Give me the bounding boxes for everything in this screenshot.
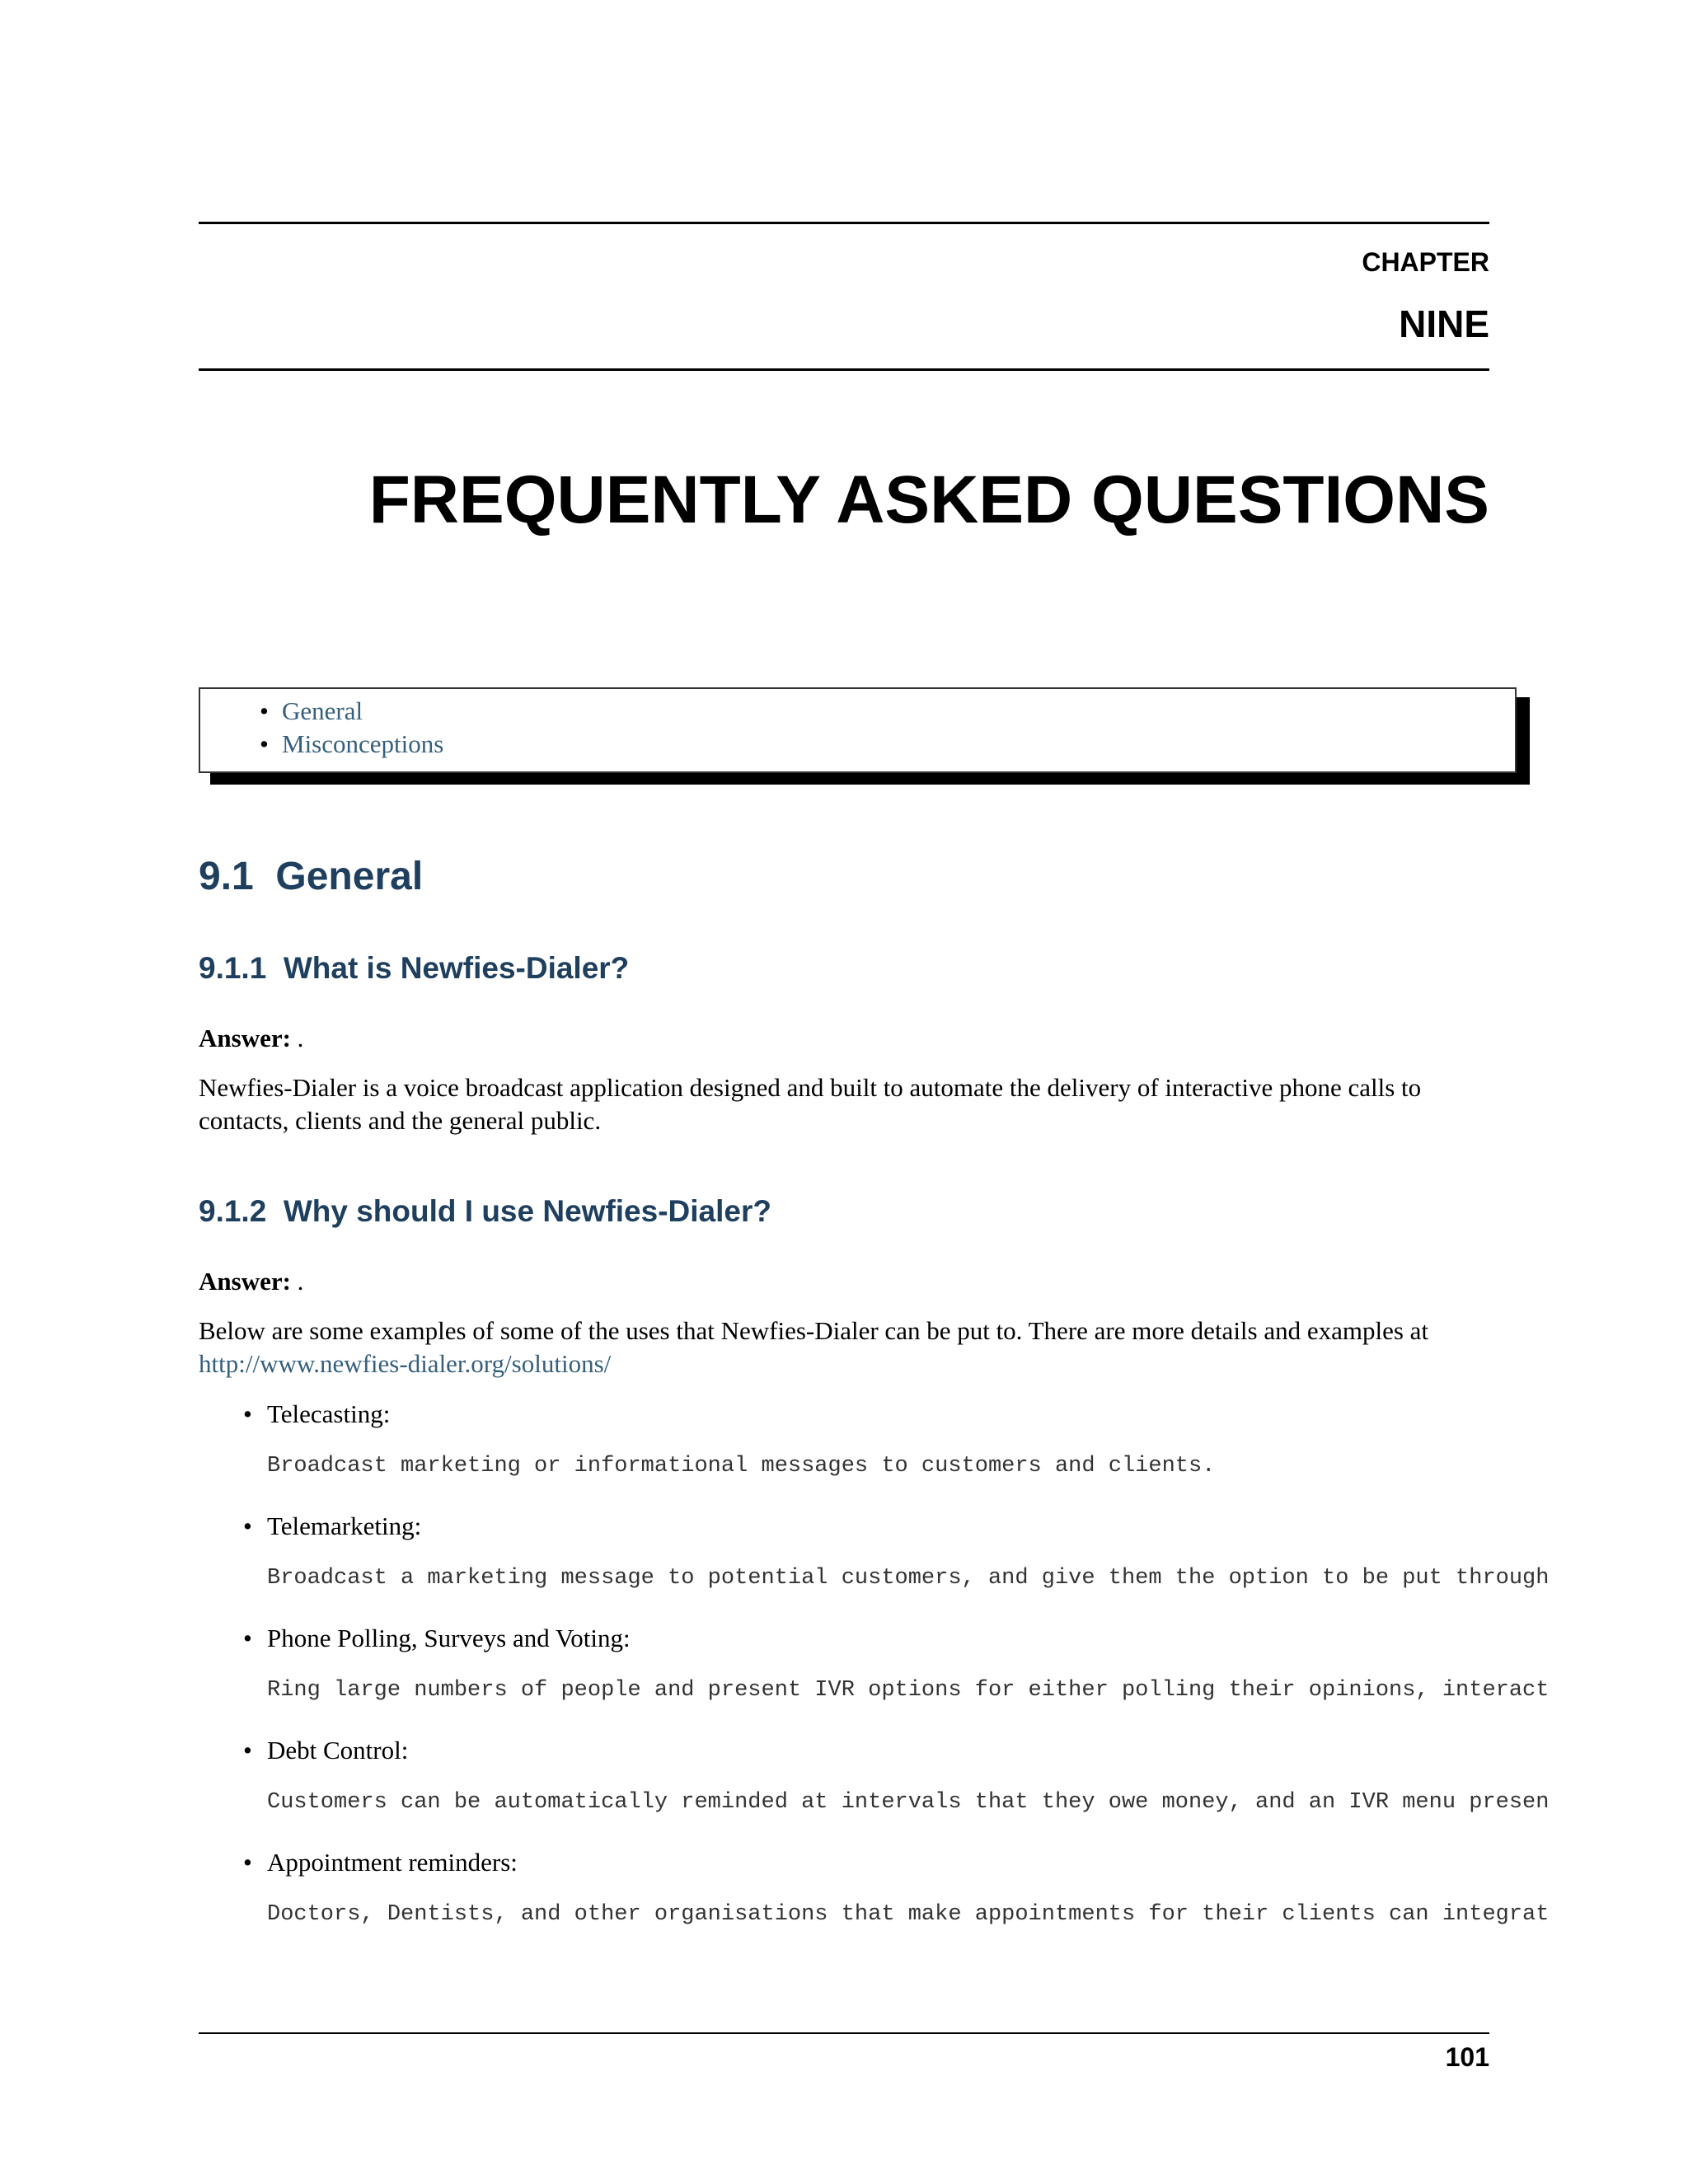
- toc-link-general-text[interactable]: General: [282, 696, 363, 725]
- list-item-title: Telemarketing:: [267, 1511, 422, 1540]
- answer-suffix: .: [290, 1024, 304, 1052]
- toc-link-misconceptions[interactable]: [282, 728, 443, 761]
- chapter-title: FREQUENTLY ASKED QUESTIONS: [368, 462, 1489, 537]
- toc-bullet: •: [260, 696, 269, 725]
- list-item-bullet: •: [243, 1624, 252, 1652]
- list-item-bullet: •: [243, 1848, 252, 1877]
- intro-text: Below are some examples of some of the uses that Newfies-Dialer can be put to. There are more details and examples at: [199, 1316, 1429, 1345]
- page-number: 101: [1445, 2042, 1489, 2072]
- footer-rule: [199, 2032, 1489, 2034]
- list-item-title: Phone Polling, Surveys and Voting:: [267, 1624, 631, 1652]
- toc-bullet: •: [260, 729, 269, 758]
- answer-text-1: Newfies-Dialer is a voice broadcast application designed and built to automate the delivery of interactive phone calls to contacts, clients and the general public.: [199, 1073, 1422, 1135]
- subsection-heading-1: 9.1.1 What is Newfies-Dialer?: [199, 951, 630, 985]
- list-item-code: Broadcast a marketing message to potential customers, and give them the option to be put through: [267, 1566, 1550, 1591]
- list-item-title: Debt Control:: [267, 1736, 409, 1765]
- list-item-title: Telecasting:: [267, 1399, 391, 1428]
- answer-line-2: [199, 1265, 1489, 1298]
- list-item-code: Customers can be automatically reminded at intervals that they owe money, and an IVR menu presen: [267, 1790, 1550, 1815]
- list-item-bullet: •: [243, 1736, 252, 1765]
- answer-suffix: .: [290, 1267, 304, 1296]
- list-item-code: Ring large numbers of people and present IVR options for either polling their opinions, interact: [267, 1678, 1550, 1703]
- toc-link-misconceptions-text[interactable]: Misconceptions: [282, 729, 444, 758]
- chapter-top-rule: [199, 222, 1489, 224]
- chapter-number: NINE: [1399, 302, 1489, 345]
- subsection-heading-2: 9.1.2 Why should I use Newfies-Dialer?: [199, 1194, 771, 1228]
- list-item-title: Appointment reminders:: [267, 1848, 518, 1877]
- chapter-bottom-rule: [199, 368, 1489, 371]
- chapter-label: CHAPTER: [1362, 247, 1489, 277]
- answer-intro-2: [199, 1315, 1489, 1380]
- list-item-code: Broadcast marketing or informational messages to customers and clients.: [267, 1454, 1216, 1479]
- toc-link-general[interactable]: [282, 695, 363, 728]
- section-heading: 9.1 General: [199, 855, 424, 898]
- answer-label: Answer:: [199, 1267, 291, 1296]
- solutions-link[interactable]: http://www.newfies-dialer.org/solutions/: [199, 1349, 612, 1378]
- list-item-bullet: •: [243, 1399, 252, 1428]
- answer-label: Answer:: [199, 1024, 291, 1052]
- list-item-code: Doctors, Dentists, and other organisations that make appointments for their clients can integrat: [267, 1902, 1550, 1927]
- answer-line-1: [199, 1022, 1489, 1055]
- list-item-bullet: •: [243, 1511, 252, 1540]
